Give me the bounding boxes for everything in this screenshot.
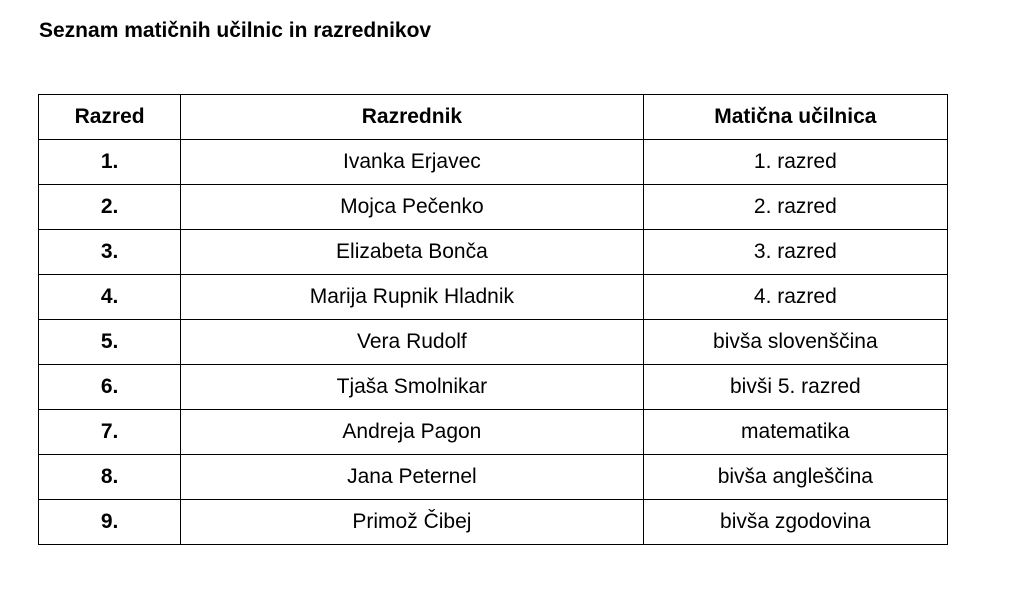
cell-ucilnica: bivša angleščina [643,455,947,500]
cell-razrednik: Elizabeta Bonča [181,230,644,275]
header-razred: Razred [39,95,181,140]
cell-razrednik: Marija Rupnik Hladnik [181,275,644,320]
teachers-table [38,94,948,545]
table-row [39,320,948,365]
page-title: Seznam matičnih učilnic in razrednikov [39,19,432,42]
cell-razrednik: Primož Čibej [181,500,644,545]
cell-ucilnica: 3. razred [643,230,947,275]
table-row [39,365,948,410]
header-razrednik: Razrednik [181,95,644,140]
table-row [39,230,948,275]
cell-ucilnica: matematika [643,410,947,455]
table-header-row [39,95,948,140]
cell-razred: 8. [39,455,181,500]
table-row [39,275,948,320]
cell-ucilnica: bivša zgodovina [643,500,947,545]
cell-ucilnica: 1. razred [643,140,947,185]
cell-razred: 4. [39,275,181,320]
cell-razred: 3. [39,230,181,275]
cell-ucilnica: bivši 5. razred [643,365,947,410]
cell-razred: 7. [39,410,181,455]
cell-razrednik: Tjaša Smolnikar [181,365,644,410]
cell-razred: 5. [39,320,181,365]
table-row [39,140,948,185]
cell-razred: 6. [39,365,181,410]
cell-razred: 1. [39,140,181,185]
cell-razrednik: Jana Peternel [181,455,644,500]
cell-razred: 2. [39,185,181,230]
cell-razred: 9. [39,500,181,545]
table-row [39,500,948,545]
table-row [39,185,948,230]
cell-razrednik: Ivanka Erjavec [181,140,644,185]
table-row [39,455,948,500]
cell-ucilnica: 2. razred [643,185,947,230]
table-row [39,410,948,455]
header-maticna-ucilnica: Matična učilnica [643,95,947,140]
cell-razrednik: Vera Rudolf [181,320,644,365]
cell-razrednik: Mojca Pečenko [181,185,644,230]
cell-razrednik: Andreja Pagon [181,410,644,455]
cell-ucilnica: bivša slovenščina [643,320,947,365]
cell-ucilnica: 4. razred [643,275,947,320]
